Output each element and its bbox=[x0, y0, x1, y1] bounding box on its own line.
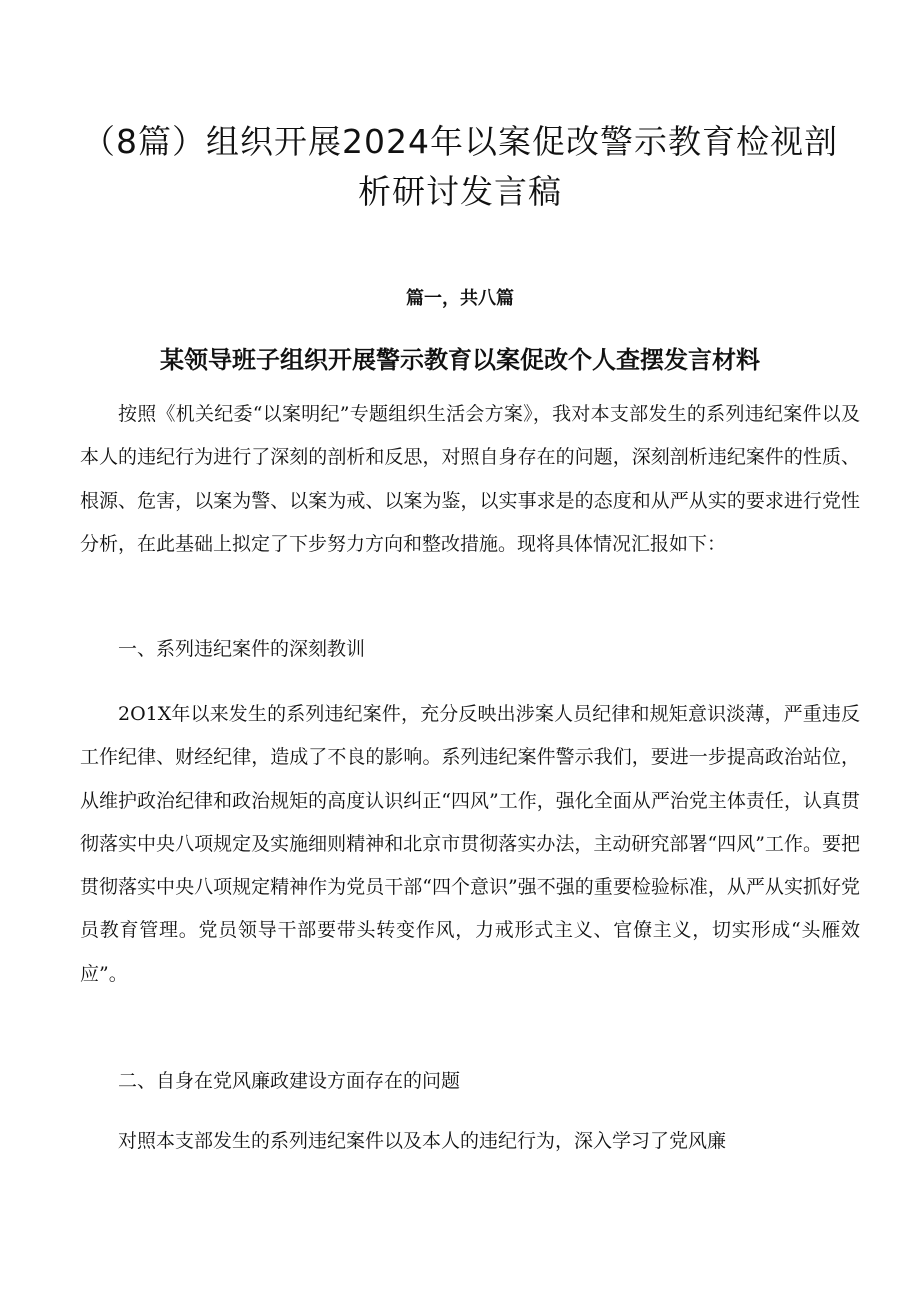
article-heading: 某领导班子组织开展警示教育以案促改个人查摆发言材料 bbox=[160, 346, 760, 374]
body-paragraph-problems: 对照本支部发生的系列违纪案件以及本人的违纪行为，深入学习了党风廉 bbox=[118, 1130, 727, 1152]
section-heading-lessons: 一、系列违纪案件的深刻教训 bbox=[118, 638, 366, 660]
body-paragraph-lessons: 2O1X年以来发生的系列违纪案件，充分反映出涉案人员纪律和规矩意识淡薄，严重违反工作纪律、财经纪律，造成了不良的影响。系列违纪案件警示我们，要进一步提高政治站位，从维护政治纪律和政治规矩的高度认识纠正“四风”工作，强化全面从严治党主体责任，认真贯彻落实中央八项规定及实施细则精神和北京市贯彻落实办法，主动研究部署“四风”工作。要把贯彻落实中央八项规定精神作为党员干部“四个意识”强不强的重要检验标准，从严从实抓好党员教育管理。党员领导干部要带头转变作风，力戒形式主义、官僚主义，切实形成“头雁效应”。 bbox=[80, 703, 860, 985]
document-title-line-1: （8篇）组织开展2024年以案促改警示教育检视剖 bbox=[82, 122, 838, 161]
article-number-subtitle: 篇一，共八篇 bbox=[406, 288, 514, 309]
section-heading-problems: 二、自身在党风廉政建设方面存在的问题 bbox=[118, 1070, 461, 1092]
body-paragraph-intro: 按照《机关纪委“以案明纪”专题组织生活会方案》，我对本支部发生的系列违纪案件以及本人的违纪行为进行了深刻的剖析和反思，对照自身存在的问题，深刻剖析违纪案件的性质、根源、危害，以案为警、以案为戒、以案为鉴，以实事求是的态度和从严从实的要求进行党性分析，在此基础上拟定了下步努力方向和整改措施。现将具体情况汇报如下： bbox=[80, 403, 860, 555]
document-title-line-2: 析研讨发言稿 bbox=[358, 172, 562, 211]
